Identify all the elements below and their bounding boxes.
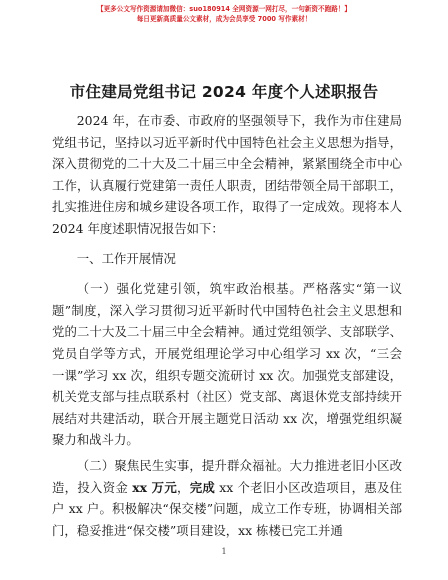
promo-line-2: 每日更新高质量公文素材，成为会员享受 7000 写作素材！ [136, 15, 312, 23]
section-2-done: 完成 [189, 479, 216, 495]
section-2-amount: xx 万元 [132, 479, 178, 495]
section-2-body-a: 大力推进老旧小区改造，投入资金 [52, 457, 403, 495]
section-2-paragraph [52, 455, 402, 541]
page-number: 1 [221, 547, 227, 556]
section-2-body-c: xx 个老旧小区改造项目，惠及住户 xx 户。积极解决“保交楼”问题，成立工作专班，协调相关部门，稳妥推进“保交楼”项目建设，xx 栋楼已完工并通 [52, 479, 403, 538]
section-heading: 一、工作开展情况 [76, 250, 176, 266]
promo-line-1: 【更多公文写作资源请加微信：suo180914 全网资源一网打尽，一句新资不跑路！】 [97, 5, 351, 13]
document-body [52, 110, 402, 545]
section-2-lead: （二）聚焦民生实事，提升群众福祉。 [76, 457, 290, 473]
section-2-body-b: ， [177, 479, 190, 495]
section-1-paragraph [52, 278, 402, 451]
document-title: 市住建局党组书记 2024 年度个人述职报告 [69, 83, 379, 101]
section-1-body: 严格落实“第一议题”制度，深入学习贯彻习近平新时代中国特色社会主义思想和党的二十大及二十届三中全会精神。通过党组领学、支部联学、党员自学等方式，开展党组理论学习中心组学习 xx 次，“三会一课”学习 xx 次，组织专题交流研讨 xx 次。加强党支部建设，机关党支部与挂点联系村（社区）党支部、离退休党支部持续开展结对共建活动，联合开展主题党日活动 xx 次，增强党组织凝聚力和战斗力。 [52, 281, 402, 448]
promo-banner [0, 0, 448, 24]
intro-paragraph: 2024 年，在市委、市政府的坚强领导下，我作为市住建局党组书记，坚持以习近平新时代中国特色社会主义思想为指导，深入贯彻党的二十大及二十届三中全会精神，紧紧围绕全市中心工作，认真履行党建第一责任人职责，团结带领全局干部职工，扎实推进住房和城乡建设各项工作，取得了一定成效。现将本人 2024 年度述职情况报告如下： [52, 113, 402, 236]
section-1-lead: （一）强化党建引领，筑牢政治根基。 [76, 281, 303, 297]
